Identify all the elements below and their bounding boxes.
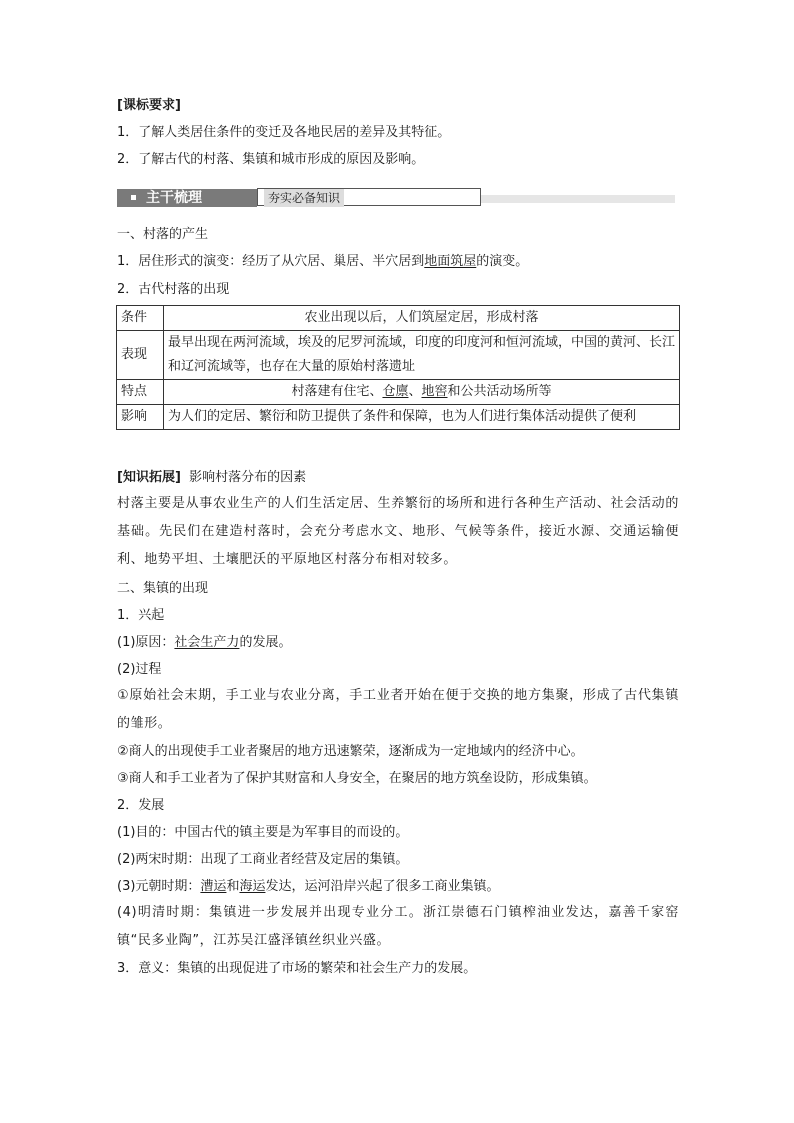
sec2-s3: 3．意义：集镇的出现促进了市场的繁荣和社会生产力的发展。 <box>117 961 477 976</box>
table-header-cell: 条件 <box>117 306 164 331</box>
table-cell: 为人们的定居、繁衍和防卫提供了条件和保障，也为人们进行集体活动提供了便利 <box>164 405 680 430</box>
banner-rule <box>481 195 675 203</box>
table-row <box>117 306 680 331</box>
sec2-s2: 2．发展 <box>117 798 165 813</box>
section-banner <box>117 187 675 209</box>
sec2-d1: (1)目的：中国古代的镇主要是为军事目的而设的。 <box>117 825 409 840</box>
sec2-title: 二、集镇的出现 <box>117 581 209 596</box>
sec1-item2: 2．古代村落的出现 <box>117 282 230 297</box>
sec2-s1: 1．兴起 <box>117 608 165 623</box>
sec1-title: 一、村落的产生 <box>117 227 209 242</box>
sec2-p2: ②商人的出现使手工业者聚居的地方迅速繁荣，逐渐成为一定地域内的经济中心。 <box>117 744 584 759</box>
table-header-cell: 特点 <box>117 380 164 405</box>
sec2-p1: ①原始社会末期，手工业与农业分离，手工业者开始在便于交换的地方集聚，形成了古代集镇的雏形。 <box>117 688 679 731</box>
ext-body: 村落主要是从事农业生产的人们生活定居、生养繁衍的场所和进行各种生产活动、社会活动的基础。先民们在建造村落时，会充分考虑水文、地形、气候等条件，接近水源、交通运输便利、地势平坦、土壤肥沃的平原地区村落分布相对较多。 <box>117 496 679 567</box>
sec2-d3: (3)元朝时期：漕运和海运发达，运河沿岸兴起了很多工商业集镇。 <box>117 879 500 894</box>
square-bullet-icon <box>131 195 136 200</box>
curriculum-heading: [课标要求] <box>117 98 181 113</box>
table-cell: 农业出现以后，人们筑屋定居，形成村落 <box>164 306 680 331</box>
sec2-s1b: (2)过程 <box>117 662 162 677</box>
ext-heading: [知识拓展] 影响村落分布的因素 <box>117 470 307 485</box>
village-table <box>116 305 680 430</box>
table-header-cell: 表现 <box>117 331 164 380</box>
table-row <box>117 380 680 405</box>
sec2-s1a: (1)原因：社会生产力的发展。 <box>117 635 292 650</box>
banner-main: 主干梳理 <box>117 189 257 207</box>
table-cell: 村落建有住宅、仓廪、地窖和公共活动场所等 <box>164 380 680 405</box>
table-row <box>117 331 680 380</box>
requirement-2: 2．了解古代的村落、集镇和城市形成的原因及影响。 <box>117 152 425 167</box>
table-cell: 最早出现在两河流域，埃及的尼罗河流域，印度的印度河和恒河流域，中国的黄河、长江和辽河流域等，也存在大量的原始村落遗址 <box>164 331 680 380</box>
table-row <box>117 405 680 430</box>
requirement-1: 1．了解人类居住条件的变迁及各地民居的差异及其特征。 <box>117 125 451 140</box>
sec2-p3: ③商人和手工业者为了保护其财富和人身安全，在聚居的地方筑垒设防，形成集镇。 <box>117 771 597 786</box>
sec2-d4: (4)明清时期：集镇进一步发展并出现专业分工。浙江崇德石门镇榨油业发达，嘉善千家窑镇“民多业陶”，江苏吴江盛泽镇丝织业兴盛。 <box>117 905 679 948</box>
banner-sub: 夯实必备知识 <box>257 188 481 206</box>
sec2-d2: (2)两宋时期：出现了工商业者经营及定居的集镇。 <box>117 852 409 867</box>
sec1-item1: 1．居住形式的演变：经历了从穴居、巢居、半穴居到地面筑屋的演变。 <box>117 254 529 269</box>
table-header-cell: 影响 <box>117 405 164 430</box>
